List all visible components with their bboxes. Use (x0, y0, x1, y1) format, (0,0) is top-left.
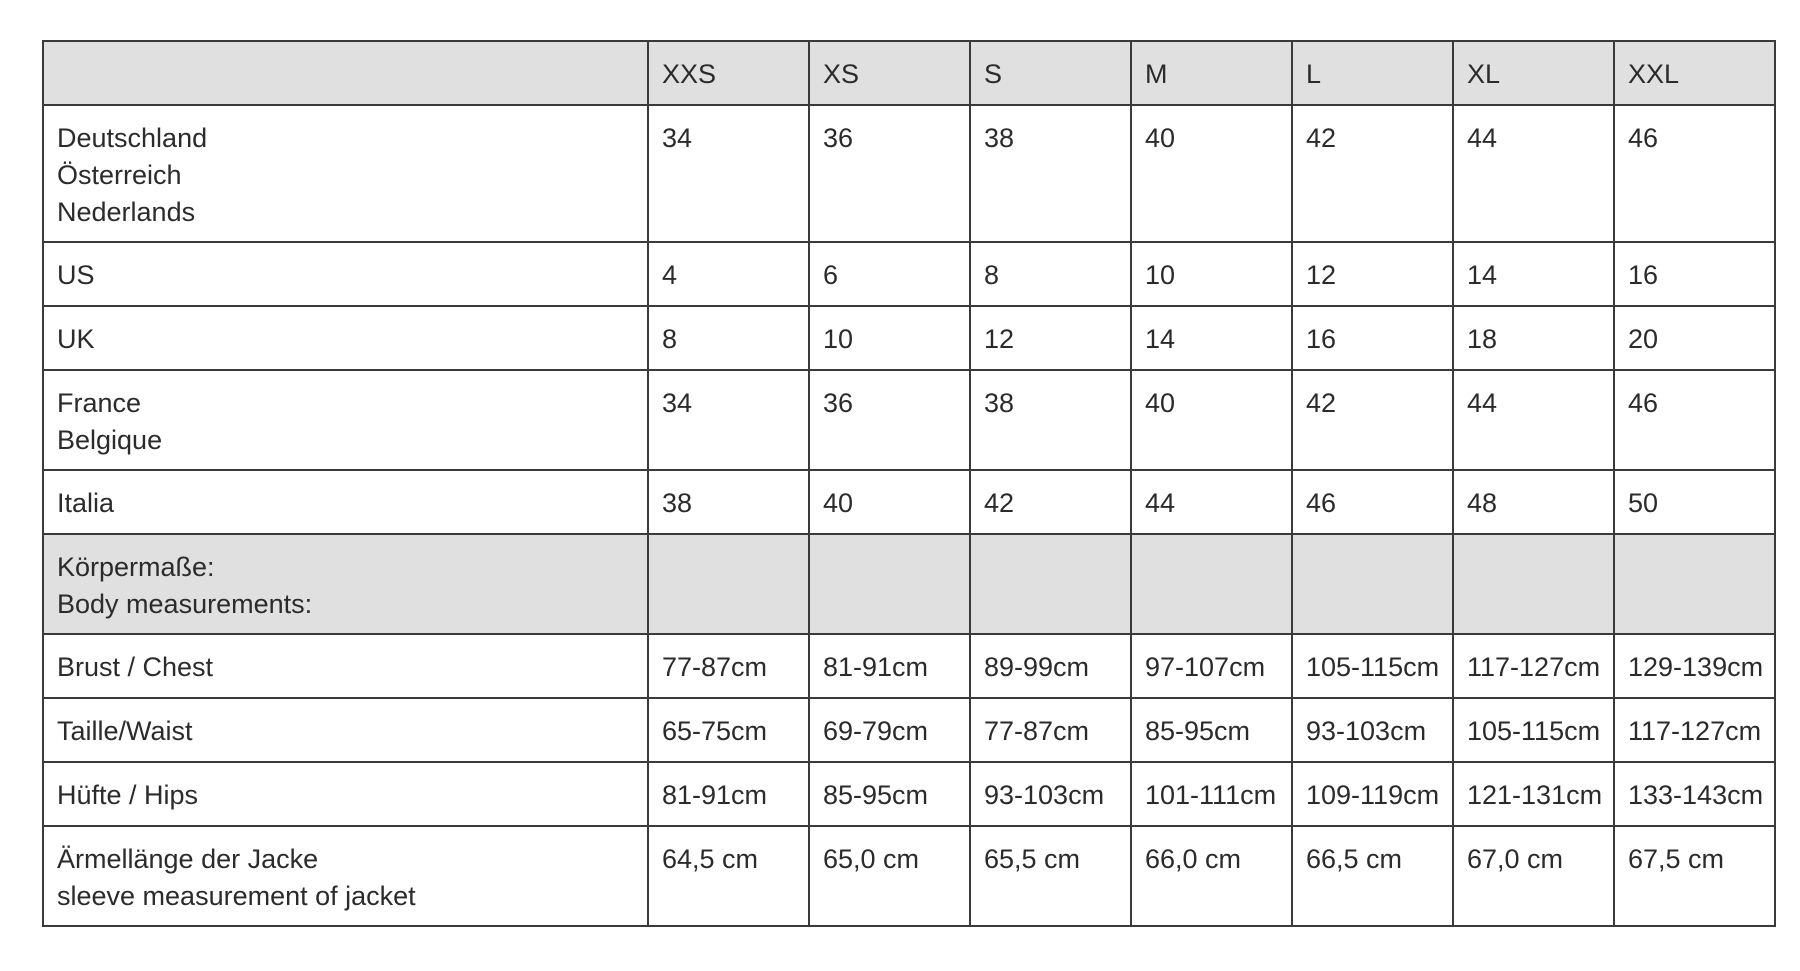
size-value-cell: 69-79cm (809, 698, 970, 762)
header-label-cell (43, 41, 648, 105)
size-value-cell (1453, 534, 1614, 634)
size-value-cell (809, 534, 970, 634)
table-row (43, 242, 1775, 306)
size-value-cell: 18 (1453, 306, 1614, 370)
size-value-cell: 66,5 cm (1292, 826, 1453, 926)
size-value-cell: 77-87cm (970, 698, 1131, 762)
size-value-cell: 42 (1292, 105, 1453, 242)
size-value-cell: 97-107cm (1131, 634, 1292, 698)
row-label-line: Österreich (57, 160, 182, 190)
size-value-cell: 16 (1614, 242, 1775, 306)
table-row (43, 826, 1775, 926)
row-label-line: Hüfte / Hips (57, 780, 199, 810)
row-label-cell (43, 105, 648, 242)
size-value-cell: 81-91cm (809, 634, 970, 698)
row-label-line: Deutschland (57, 123, 208, 153)
size-value-cell: 12 (970, 306, 1131, 370)
size-value-cell: 77-87cm (648, 634, 809, 698)
size-value-cell: 44 (1453, 370, 1614, 470)
row-label-line: Belgique (57, 425, 163, 455)
size-value-cell: 46 (1614, 105, 1775, 242)
size-value-cell: 40 (809, 470, 970, 534)
row-label-cell (43, 370, 648, 470)
row-label-line: Ärmellänge der Jacke (57, 844, 319, 874)
size-value-cell: 16 (1292, 306, 1453, 370)
size-value-cell: 81-91cm (648, 762, 809, 826)
size-value-cell: 34 (648, 105, 809, 242)
size-value-cell (1131, 534, 1292, 634)
header-size-cell: M (1131, 41, 1292, 105)
row-label-cell (43, 242, 648, 306)
size-value-cell: 129-139cm (1614, 634, 1775, 698)
size-value-cell: 8 (970, 242, 1131, 306)
row-label-line: France (57, 388, 142, 418)
header-size-cell: XXL (1614, 41, 1775, 105)
size-value-cell: 14 (1131, 306, 1292, 370)
size-value-cell: 38 (970, 370, 1131, 470)
size-value-cell: 105-115cm (1453, 698, 1614, 762)
size-value-cell: 66,0 cm (1131, 826, 1292, 926)
table-row (43, 370, 1775, 470)
size-value-cell: 109-119cm (1292, 762, 1453, 826)
row-label-cell (43, 826, 648, 926)
size-value-cell: 117-127cm (1614, 698, 1775, 762)
row-label-line: Italia (57, 488, 115, 518)
size-value-cell: 8 (648, 306, 809, 370)
size-value-cell: 48 (1453, 470, 1614, 534)
section-header-row (43, 534, 1775, 634)
size-chart-table (42, 40, 1776, 927)
row-label-line: Body measurements: (57, 589, 313, 619)
row-label-cell (43, 634, 648, 698)
size-value-cell: 133-143cm (1614, 762, 1775, 826)
size-value-cell (970, 534, 1131, 634)
row-label-line: UK (57, 324, 95, 354)
row-label-cell (43, 470, 648, 534)
size-value-cell: 42 (970, 470, 1131, 534)
size-value-cell: 65,5 cm (970, 826, 1131, 926)
size-value-cell: 101-111cm (1131, 762, 1292, 826)
header-row (43, 41, 1775, 105)
size-value-cell: 36 (809, 105, 970, 242)
size-value-cell (1614, 534, 1775, 634)
header-size-cell: L (1292, 41, 1453, 105)
size-value-cell: 34 (648, 370, 809, 470)
table-row (43, 105, 1775, 242)
row-label-cell (43, 762, 648, 826)
header-size-cell: S (970, 41, 1131, 105)
header-size-cell: XL (1453, 41, 1614, 105)
row-label-line: US (57, 260, 95, 290)
row-label-line: Brust / Chest (57, 652, 214, 682)
size-value-cell: 40 (1131, 370, 1292, 470)
size-value-cell: 6 (809, 242, 970, 306)
size-value-cell: 105-115cm (1292, 634, 1453, 698)
table-row (43, 698, 1775, 762)
size-value-cell: 10 (809, 306, 970, 370)
size-value-cell: 67,5 cm (1614, 826, 1775, 926)
size-value-cell: 10 (1131, 242, 1292, 306)
size-value-cell: 121-131cm (1453, 762, 1614, 826)
size-value-cell: 36 (809, 370, 970, 470)
size-value-cell: 38 (648, 470, 809, 534)
row-label-cell (43, 306, 648, 370)
size-value-cell (1292, 534, 1453, 634)
size-value-cell: 65-75cm (648, 698, 809, 762)
row-label-line: Taille/Waist (57, 716, 193, 746)
size-value-cell: 38 (970, 105, 1131, 242)
table-row (43, 470, 1775, 534)
size-value-cell: 50 (1614, 470, 1775, 534)
size-value-cell: 12 (1292, 242, 1453, 306)
row-label-cell (43, 698, 648, 762)
size-value-cell: 46 (1614, 370, 1775, 470)
size-value-cell: 93-103cm (970, 762, 1131, 826)
size-value-cell: 64,5 cm (648, 826, 809, 926)
size-value-cell: 85-95cm (1131, 698, 1292, 762)
size-value-cell: 89-99cm (970, 634, 1131, 698)
table-row (43, 306, 1775, 370)
size-value-cell: 65,0 cm (809, 826, 970, 926)
size-value-cell: 14 (1453, 242, 1614, 306)
header-size-cell: XS (809, 41, 970, 105)
size-value-cell: 46 (1292, 470, 1453, 534)
header-size-cell: XXS (648, 41, 809, 105)
size-value-cell: 85-95cm (809, 762, 970, 826)
row-label-line: sleeve measurement of jacket (57, 881, 416, 911)
size-value-cell: 40 (1131, 105, 1292, 242)
table-row (43, 762, 1775, 826)
size-value-cell: 20 (1614, 306, 1775, 370)
size-value-cell: 44 (1131, 470, 1292, 534)
size-value-cell (648, 534, 809, 634)
section-header-label-cell (43, 534, 648, 634)
size-value-cell: 42 (1292, 370, 1453, 470)
row-label-line: Nederlands (57, 197, 196, 227)
size-value-cell: 93-103cm (1292, 698, 1453, 762)
size-value-cell: 4 (648, 242, 809, 306)
row-label-line: Körpermaße: (57, 552, 215, 582)
table-row (43, 634, 1775, 698)
size-value-cell: 67,0 cm (1453, 826, 1614, 926)
size-value-cell: 117-127cm (1453, 634, 1614, 698)
size-value-cell: 44 (1453, 105, 1614, 242)
